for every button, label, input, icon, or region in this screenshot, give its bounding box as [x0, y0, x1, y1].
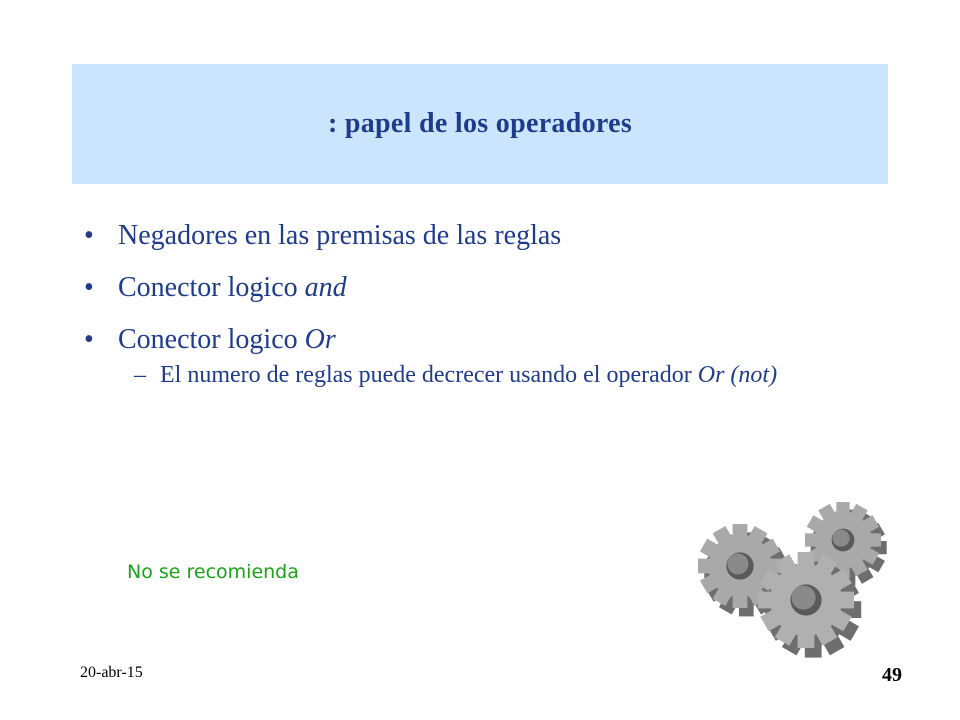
- bullet-emph: and: [304, 272, 347, 303]
- sub-bullet-dash: –: [134, 362, 146, 388]
- bullet-item: [80, 270, 900, 306]
- sub-bullet-emph: Or (not): [697, 362, 778, 388]
- note-text: No se recomienda: [127, 561, 299, 583]
- sub-bullet-text: El numero de reglas puede decrecer usando el operador: [160, 362, 698, 388]
- page-number: 49: [882, 664, 902, 686]
- bullet-dot: •: [84, 272, 94, 303]
- bullet-dot: •: [84, 220, 94, 251]
- bullet-list: [80, 218, 900, 390]
- bullet-item: [80, 218, 900, 254]
- bullet-text: Conector logico: [118, 272, 305, 303]
- sub-bullet-item: [80, 360, 900, 390]
- bullet-text: Negadores en las premisas de las reglas: [118, 220, 562, 251]
- gears-icon: [688, 488, 898, 658]
- slide-date: 20-abr-15: [80, 664, 143, 681]
- bullet-text: Conector logico: [118, 324, 305, 355]
- title-band: [72, 64, 888, 184]
- bullet-item: [80, 322, 900, 358]
- slide-title: : papel de los operadores: [327, 108, 633, 139]
- bullet-emph: Or: [304, 324, 336, 355]
- bullet-dot: •: [84, 324, 94, 355]
